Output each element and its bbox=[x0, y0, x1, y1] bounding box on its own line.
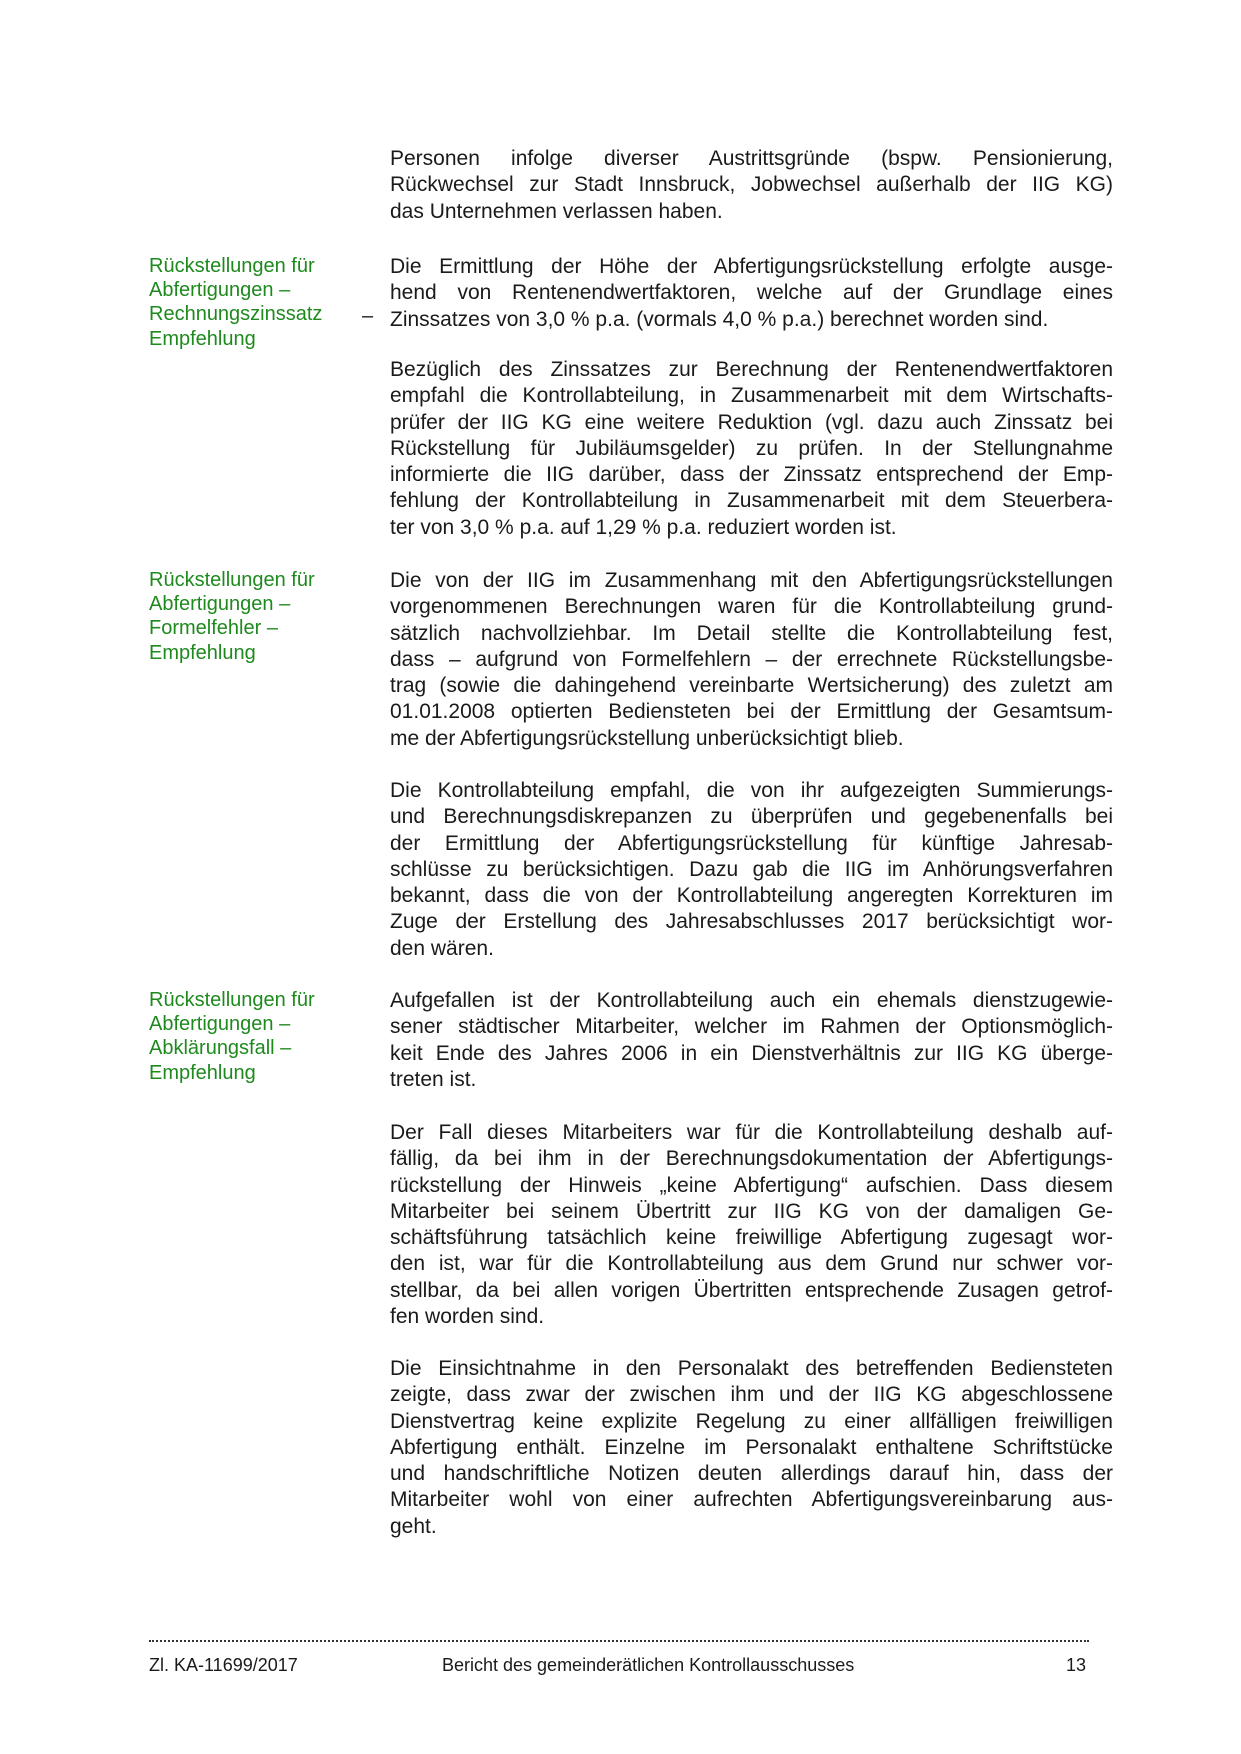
text-line: Personen infolge diverser Austrittsgründe (bspw. Pensionierung, bbox=[390, 147, 1113, 170]
text-line: Mitarbeiter bei seinem Übertritt zur IIG KG von der damaligen Ge- bbox=[390, 1199, 1113, 1223]
margin-note-dash: – bbox=[362, 305, 374, 327]
text-line: vorgenommenen Berechnungen waren für die Kontrollabteilung grund- bbox=[390, 595, 1113, 619]
text-line: ter von 3,0 % p.a. auf 1,29 % p.a. reduziert worden ist. bbox=[390, 515, 897, 539]
text-line: dass – aufgrund von Formelfehlern – der errechnete Rückstellungsbe- bbox=[390, 647, 1113, 671]
text-line: fällig, da bei ihm in der Berechnungsdokumentation der Abfertigungs- bbox=[390, 1147, 1113, 1171]
paragraph-fall bbox=[390, 1120, 1113, 1330]
paragraph-einsichtnahme bbox=[390, 1356, 1113, 1540]
text-line: me der Abfertigungsrückstellung unberücksichtigt blieb. bbox=[390, 726, 904, 750]
margin-note-line: Empfehlung bbox=[149, 1061, 256, 1084]
text-line: den wären. bbox=[390, 936, 494, 960]
margin-note-formelfehler bbox=[149, 568, 364, 665]
paragraph-berechnungen bbox=[390, 568, 1113, 752]
margin-note-line: Formelfehler – bbox=[149, 617, 278, 640]
text-line: und Berechnungsdiskrepanzen zu überprüfen und gegebenenfalls bei bbox=[390, 805, 1113, 829]
text-line: fen worden sind. bbox=[390, 1305, 545, 1329]
text-line: Dienstvertrag keine explizite Regelung zu einer allfälligen freiwilligen bbox=[390, 1409, 1113, 1433]
text-line: bekannt, dass die von der Kontrollabteilung angeregten Korrekturen im bbox=[390, 884, 1113, 908]
text-line: der Ermittlung der Abfertigungsrückstellung für künftige Jahresab- bbox=[390, 831, 1113, 855]
footer-title: Bericht des gemeinderätlichen Kontrollausschusses bbox=[442, 1655, 855, 1675]
text-line: Die Kontrollabteilung empfahl, die von ihr aufgezeigten Summierungs- bbox=[390, 779, 1113, 802]
text-line: Aufgefallen ist der Kontrollabteilung auch ein ehemals dienstzugewie- bbox=[390, 989, 1113, 1012]
text-line: 01.01.2008 optierten Bediensteten bei der Ermittlung der Gesamtsum- bbox=[390, 700, 1113, 724]
text-line: Der Fall dieses Mitarbeiters war für die Kontrollabteilung deshalb auf- bbox=[390, 1121, 1113, 1144]
text-line: schlüsse zu berücksichtigen. Dazu gab die IIG im Anhörungsverfahren bbox=[390, 857, 1113, 881]
paragraph-ermittlung bbox=[390, 254, 1113, 333]
margin-note-line: Rechnungszinssatz bbox=[149, 303, 323, 326]
text-line: rückstellung der Hinweis „keine Abfertigung“ aufschien. Dass diesem bbox=[390, 1173, 1113, 1197]
margin-note-line: Abfertigungen – bbox=[149, 1013, 291, 1036]
text-line: geht. bbox=[390, 1514, 437, 1538]
margin-note-abklaerungsfall bbox=[149, 988, 364, 1085]
margin-note-line: Abfertigungen – bbox=[149, 593, 291, 616]
text-line: informierte die IIG darüber, dass der Zinssatz entsprechend der Emp- bbox=[390, 463, 1113, 487]
text-line: Die Ermittlung der Höhe der Abfertigungsrückstellung erfolgte ausge- bbox=[390, 255, 1113, 278]
text-line: Die Einsichtnahme in den Personalakt des betreffenden Bediensteten bbox=[390, 1357, 1113, 1380]
text-line: zeigte, dass zwar der zwischen ihm und der IIG KG abgeschlossene bbox=[390, 1383, 1113, 1407]
text-line: das Unternehmen verlassen haben. bbox=[390, 199, 723, 223]
paragraph-empfehlung bbox=[390, 778, 1113, 962]
text-line: keit Ende des Jahres 2006 in ein Dienstverhältnis zur IIG KG überge- bbox=[390, 1041, 1113, 1065]
text-line: Zuge der Erstellung des Jahresabschlusses 2017 berücksichtigt wor- bbox=[390, 910, 1113, 934]
paragraph-zinssatz bbox=[390, 357, 1113, 541]
text-line: sätzlich nachvollziehbar. Im Detail stellte die Kontrollabteilung fest, bbox=[390, 621, 1113, 645]
text-line: trag (sowie die dahingehend vereinbarte Wertsicherung) des zuletzt am bbox=[390, 674, 1113, 698]
margin-note-line: Rückstellungen für bbox=[149, 255, 315, 277]
text-line: Die von der IIG im Zusammenhang mit den Abfertigungsrückstellungen bbox=[390, 569, 1113, 592]
margin-note-line: Rückstellungen für bbox=[149, 569, 315, 591]
margin-note-rechnungszinssatz bbox=[149, 254, 364, 351]
text-line: Zinssatzes von 3,0 % p.a. (vormals 4,0 % p.a.) berechnet worden sind. bbox=[390, 307, 1049, 331]
footer-reference: Zl. KA-11699/2017 bbox=[149, 1655, 298, 1675]
text-line: schäftsführung tatsächlich keine freiwillige Abfertigung zugesagt wor- bbox=[390, 1226, 1113, 1250]
text-line: fehlung der Kontrollabteilung in Zusammenarbeit mit dem Steuerbera- bbox=[390, 489, 1113, 513]
margin-note-line: Empfehlung bbox=[149, 641, 256, 664]
text-line: Bezüglich des Zinssatzes zur Berechnung der Rentenendwertfaktoren bbox=[390, 358, 1113, 381]
text-line: Mitarbeiter wohl von einer aufrechten Abfertigungsvereinbarung aus- bbox=[390, 1488, 1113, 1512]
margin-note-line: Rückstellungen für bbox=[149, 989, 315, 1011]
margin-note-line: Abfertigungen – bbox=[149, 279, 291, 302]
text-line: stellbar, da bei allen vorigen Übertritten entsprechende Zusagen getrof- bbox=[390, 1278, 1113, 1302]
text-line: hend von Rentenendwertfaktoren, welche auf der Grundlage eines bbox=[390, 281, 1113, 305]
text-line: empfahl die Kontrollabteilung, in Zusammenarbeit mit dem Wirtschafts- bbox=[390, 384, 1113, 408]
margin-note-line: Empfehlung bbox=[149, 327, 256, 350]
text-line: prüfer der IIG KG eine weitere Reduktion (vgl. dazu auch Zinssatz bei bbox=[390, 410, 1113, 434]
text-line: sener städtischer Mitarbeiter, welcher im Rahmen der Optionsmöglich- bbox=[390, 1015, 1113, 1039]
paragraph-aufgefallen bbox=[390, 988, 1113, 1093]
text-line: Rückstellung für Jubiläumsgelder) zu prüfen. In der Stellungnahme bbox=[390, 436, 1113, 460]
margin-note-line: Abklärungsfall – bbox=[149, 1037, 292, 1060]
text-line: Abfertigung enthält. Einzelne im Personalakt enthaltene Schriftstücke bbox=[390, 1435, 1113, 1459]
text-line: den ist, war für die Kontrollabteilung aus dem Grund nur schwer vor- bbox=[390, 1252, 1113, 1276]
text-line: treten ist. bbox=[390, 1067, 477, 1091]
text-line: Rückwechsel zur Stadt Innsbruck, Jobwechsel außerhalb der IIG KG) bbox=[390, 173, 1113, 197]
paragraph-personen bbox=[390, 146, 1113, 225]
text-line: und handschriftliche Notizen deuten allerdings darauf hin, dass der bbox=[390, 1462, 1113, 1486]
footer-divider bbox=[149, 1640, 1089, 1642]
page-number: 13 bbox=[1066, 1655, 1087, 1675]
